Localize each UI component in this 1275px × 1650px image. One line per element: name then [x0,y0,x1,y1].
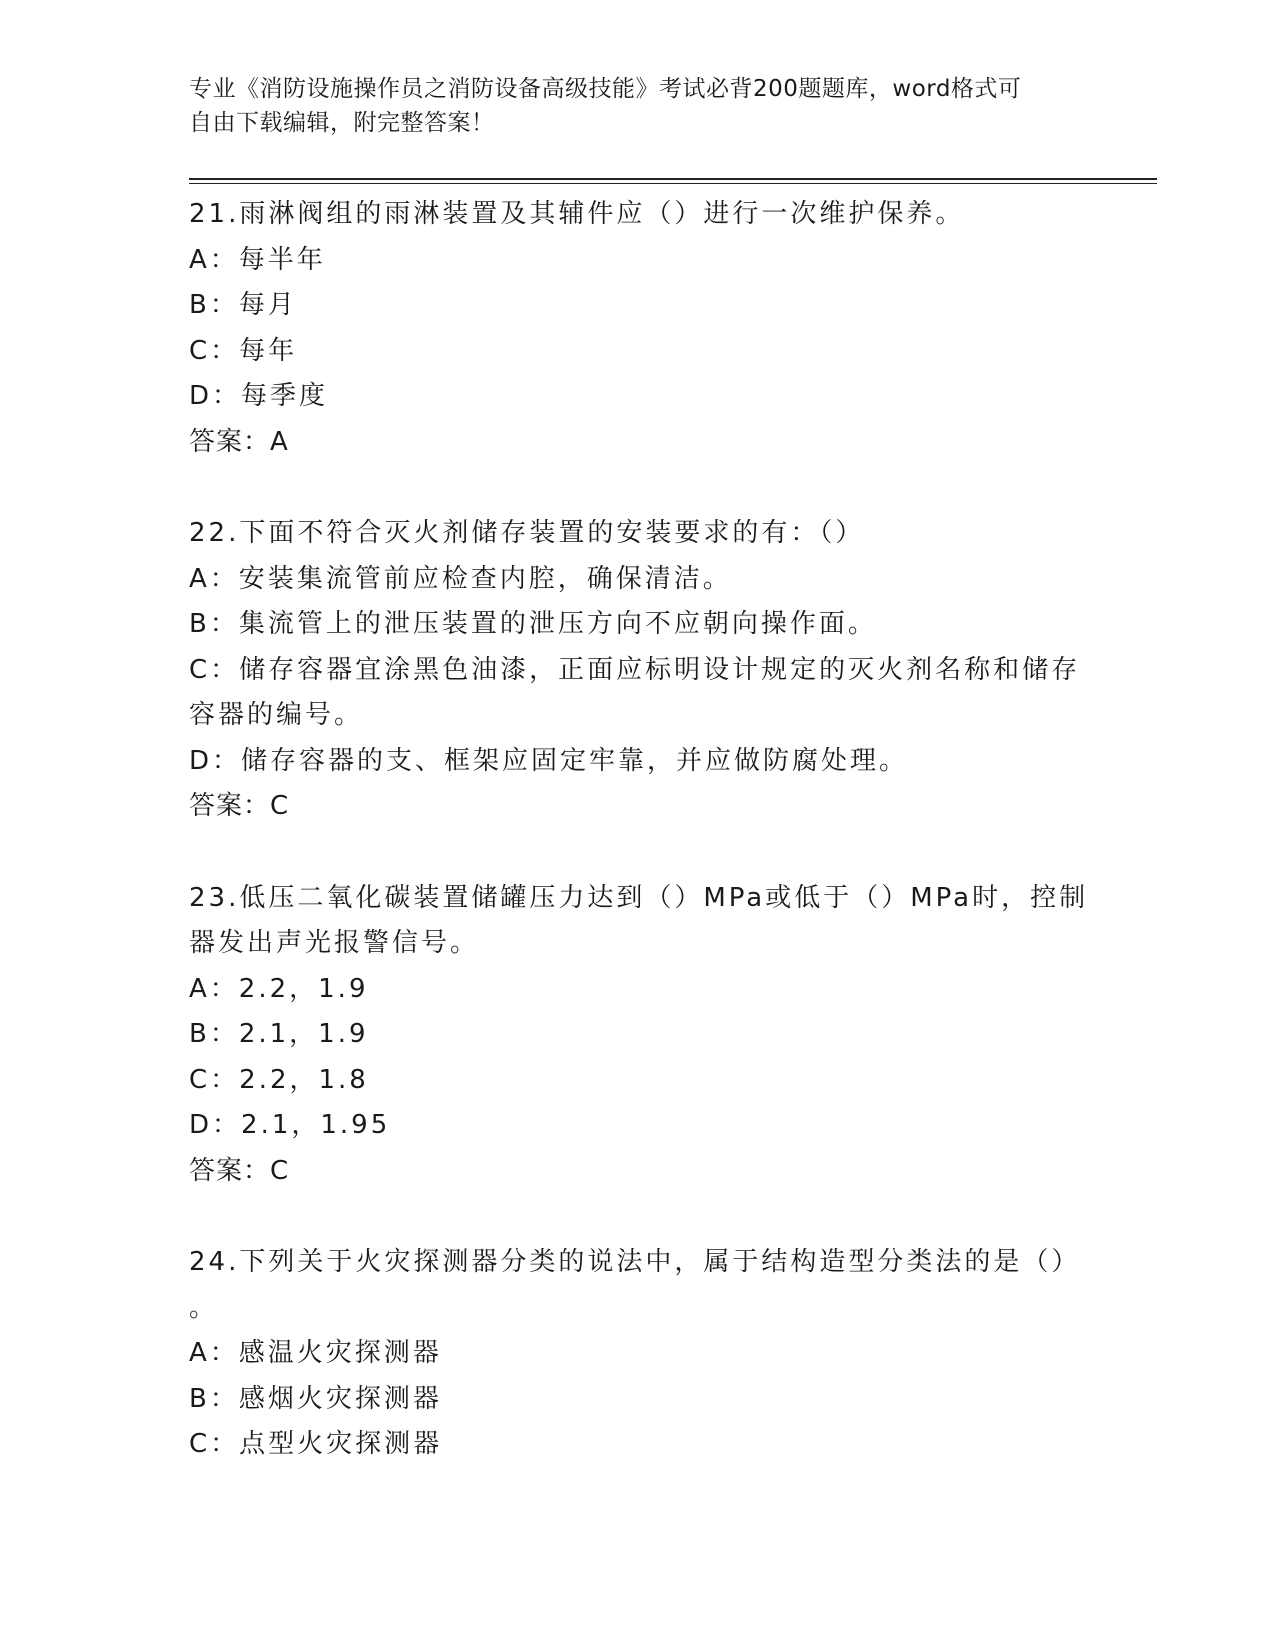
answer-option: A：每半年 [189,244,326,275]
answer-key: 答案：A [189,426,289,457]
answer-option: C：点型火灾探测器 [189,1429,443,1459]
question-block [189,192,1089,465]
answer-option: B：每月 [189,290,297,320]
header-line-1: 专业《消防设施操作员之消防设备高级技能》考试必背200题题库，word格式可 [189,76,1022,102]
answer-option: D：2.1，1.95 [189,1110,391,1140]
answer-option: B：2.1，1.9 [189,1019,369,1049]
answer-option: D：每季度 [189,381,329,411]
question-stem: 23.低压二氧化碳装置储罐压力达到（）MPa或低于（）MPa时，控制 [189,882,1089,913]
question-stem: 器发出声光报警信号。 [189,928,480,958]
header-line-2: 自由下载编辑，附完整答案！ [189,110,495,136]
answer-option: C：2.2，1.8 [189,1064,369,1095]
answer-option: 容器的编号。 [189,700,364,730]
question-stem: 21.雨淋阀组的雨淋装置及其辅件应（）进行一次维护保养。 [189,199,965,229]
question-stem: 24.下列关于火灾探测器分类的说法中，属于结构造型分类法的是（） [189,1247,1081,1277]
question-stem: 。 [189,1292,219,1323]
question-list [189,192,1089,1468]
answer-key: 答案：C [189,1155,290,1186]
answer-option: C：储存容器宜涂黑色油漆，正面应标明设计规定的灭火剂名称和储存 [189,654,1081,685]
question-spacer [189,1194,1089,1240]
question-spacer [189,830,1089,876]
answer-key: 答案：C [189,791,290,821]
answer-option: A：2.2，1.9 [189,973,369,1004]
header-divider-thick [189,178,1157,180]
answer-option: D：储存容器的支、框架应固定牢靠，并应做防腐处理。 [189,745,909,776]
question-spacer [189,465,1089,511]
header-divider-thin [189,183,1157,184]
question-block [189,876,1089,1195]
answer-option: A：感温火灾探测器 [189,1338,442,1368]
question-block [189,1240,1089,1468]
answer-option: B：感烟火灾探测器 [189,1383,442,1414]
answer-option: A：安装集流管前应检查内腔，确保清洁。 [189,563,732,594]
question-stem: 22.下面不符合灭火剂储存装置的安装要求的有：（） [189,518,865,548]
question-block [189,511,1089,830]
document-header [189,72,1089,140]
answer-option: C：每年 [189,335,298,366]
answer-option: B：集流管上的泄压装置的泄压方向不应朝向操作面。 [189,609,877,639]
